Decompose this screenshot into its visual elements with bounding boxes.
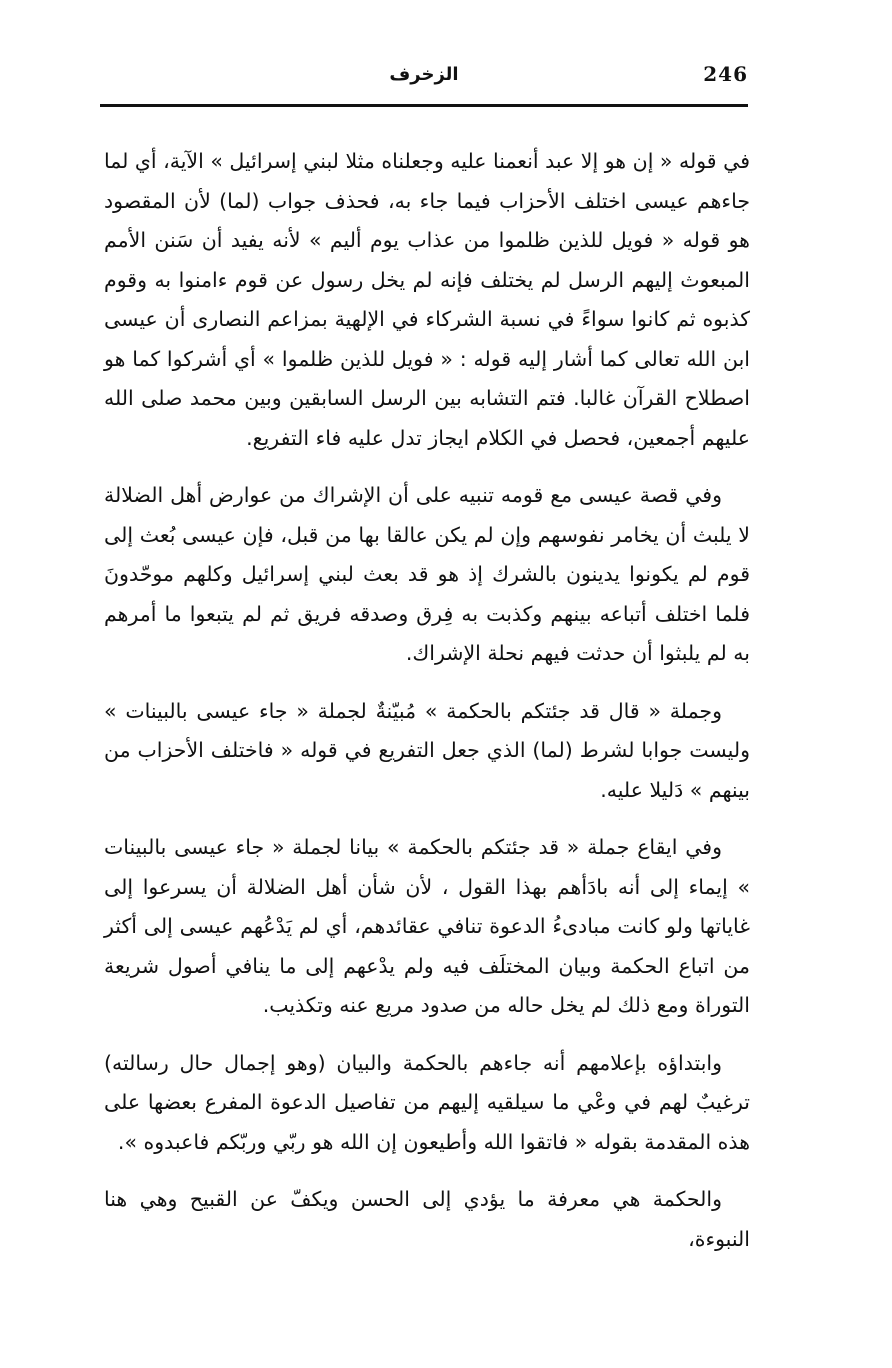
header-rule [100,104,748,107]
page-header [100,58,748,98]
page-number: 246 [703,62,748,86]
paragraph-1: في قوله « إن هو إلا عبد أنعمنا عليه وجعلناه مثلا لبني إسرائيل » الآية، أي لما جاءهم عيسى اختلف الأحزاب فيما جاء به، فحذف جواب (لما) لأن المقصود هو قوله « فويل للذين ظلموا من عذاب يوم أليم » لأنه يفيد أن سَنن الأمم المبعوث إليهم الرسل لم يختلف فإنه لم يخل رسول عن قوم ءامنوا به وقوم كذبوه ثم كانوا سواءً في نسبة الشركاء في الإلهية بمزاعم النصارى أن عيسى ابن الله تعالى كما أشار إليه قوله : « فويل للذين ظلموا » أي أشركوا كما هو اصطلاح القرآن غالبا. فتم التشابه بين الرسل السابقين وبين محمد صلى الله عليهم أجمعين، فحصل في الكلام ايجاز تدل عليه فاء التفريع. [104,149,750,450]
running-title: الزخرف [389,64,459,85]
body-text [104,142,750,1277]
paragraph-5: وابتداؤه بإعلامهم أنه جاءهم بالحكمة والبيان (وهو إجمال حال رسالته) ترغيبٌ لهم في وعْي ما سيلقيه إليهم من تفاصيل الدعوة المفرع بعضها على هذه المقدمة بقوله « فاتقوا الله وأطيعون إن الله هو ربّي وربّكم فاعبدوه ». [104,1050,750,1154]
paragraph-4: وفي ايقاع جملة « قد جئتكم بالحكمة » بيانا لجملة « جاء عيسى بالبينات » إيماء إلى أنه بادَأهم بهذا القول ، لأن شأن أهل الضلالة أن يسرعوا إلى غاياتها ولو كانت مبادىءُ الدعوة تنافي عقائدهم، أي لم يَدْعُهم عيسى إلى أكثر من اتباع الحكمة وبيان المختلَف فيه ولم يدْعهم إلى ما ينافي أصول شريعة التوراة ومع ذلك لم يخل حاله من صدود مريع عنه وتكذيب. [104,835,750,1017]
paragraph-2: وفي قصة عيسى مع قومه تنبيه على أن الإشراك من عوارض أهل الضلالة لا يلبث أن يخامر نفوسهم وإن لم يكن عالقا بها من قبل، فإن عيسى بُعث إلى قوم لم يكونوا يدينون بالشرك إذ هو قد بعث لبني إسرائيل وكلهم موحّدونَ فلما اختلف أتباعه بينهم وكذبت به فِرق وصدقه فريق ثم لم يتبعوا ما أمرهم به لم يلبثوا أن حدثت فيهم نحلة الإشراك. [104,483,750,665]
paragraph-3: وجملة « قال قد جئتكم بالحكمة » مُبيّنةٌ لجملة « جاء عيسى بالبينات » وليست جوابا لشرط (لما) الذي جعل التفريع في قوله « فاختلف الأحزاب من بينهم » دَليلا عليه. [104,698,750,802]
paragraph-6: والحكمة هي معرفة ما يؤدي إلى الحسن ويكفّ عن القبيح وهي هنا النبوءة، [104,1187,750,1251]
